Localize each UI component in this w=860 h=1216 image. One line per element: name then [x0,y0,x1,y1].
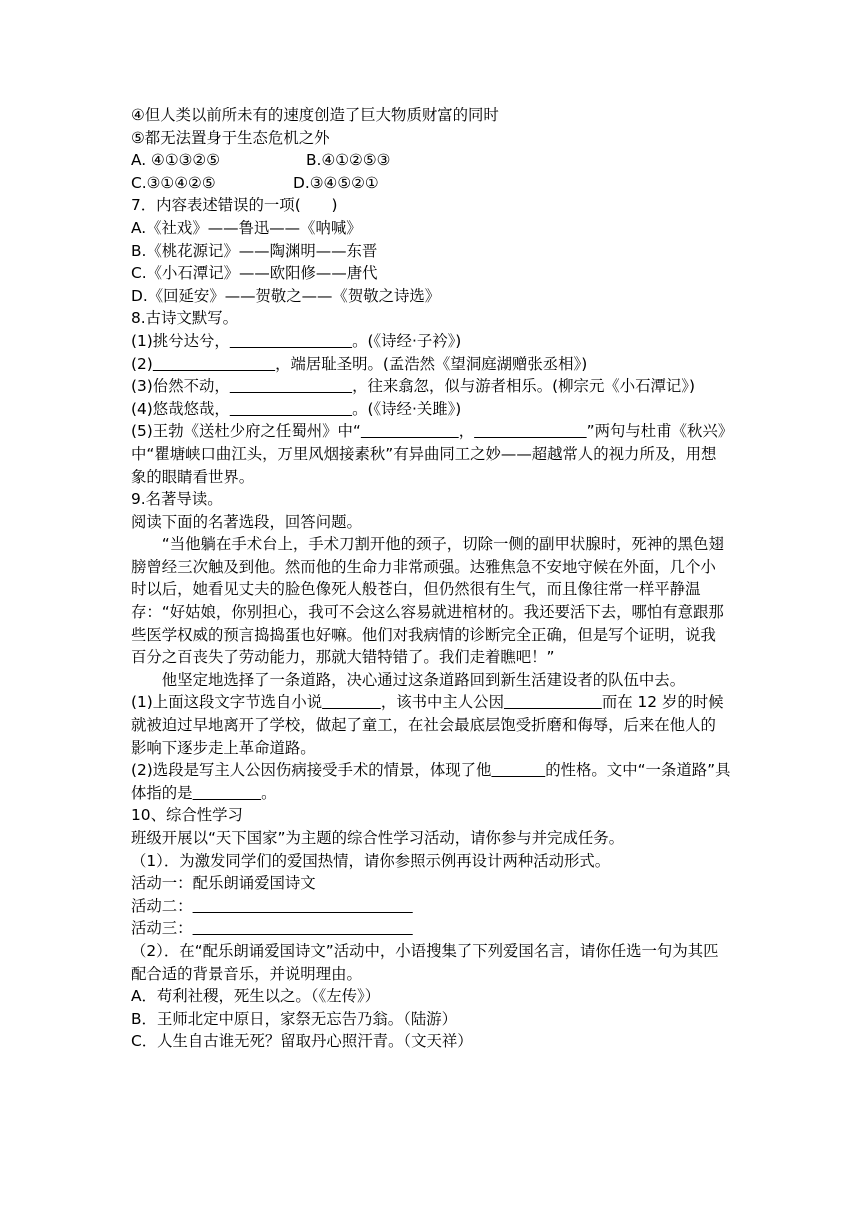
answer-blank[interactable] [230,332,352,350]
q8-item-4 [131,398,731,421]
q9-q2-text: (2)选段是写主人公因伤病接受手术的情景，体现了他 [131,761,492,780]
answer-blank[interactable] [474,422,587,440]
answer-blank[interactable] [361,422,459,440]
q6-option-c: C.③①④②⑤ [131,173,216,192]
q8-item-4-source: 。(《诗经·关雎》) [352,399,462,418]
q9-question-1 [131,691,731,759]
answer-blank[interactable] [193,919,413,937]
q8-item-1-text: (1)挑兮达兮， [131,331,230,350]
q8-item-2-num: (2) [131,354,153,373]
answer-blank[interactable] [322,693,381,711]
q9-passage-1: “当他躺在手术台上，手术刀割开他的颈子，切除一侧的副甲状腺时，死神的黑色翅膀曾经三次触及到他。然而他的生命力非常顽强。达雅焦急不安地守候在外面，几个小时以后，她看见丈夫的脸色像死人般苍白，但仍然很有生气，而且像往常一样平静温存：“好姑娘，你别担心，我可不会这么容易就进棺材的。我还要活下去，哪怕有意跟那些医学权威的预言捣捣蛋也好嘛。他们对我病情的诊断完全正确，但是写个证明，说我百分之百丧失了劳动能力，那就大错特错了。我们走着瞧吧！” [131,535,724,667]
q8-item-1 [131,330,731,353]
q10-quote-c: C．人生自古谁无死？留取丹心照汗青。（文天祥） [131,1032,473,1051]
q10-activity-2 [131,895,731,918]
answer-blank[interactable] [504,693,602,711]
q9-passage-2: 他坚定地选择了一条道路，决心通过这条道路回到新生活建设者的队伍中去。 [161,670,686,689]
q7-option-c: C.《小石潭记》——欧阳修——唐代 [131,264,378,283]
answer-blank[interactable] [230,377,352,395]
q9-q1-rest: 而在 12 岁的时候就被迫过早地离开了学校，做起了童工，在社会最底层饱受折磨和侮辱，后来在他人的影响下逐步走上革命道路。 [131,693,724,757]
sentence-4: ④但人类以前所未有的速度创造了巨大物质财富的同时 [131,106,499,124]
q8-item-5-comma: ， [458,422,475,441]
q8-item-5-rest: ”两句与杜甫《秋兴》中“瞿塘峡口曲江头，万里风烟接素秋”有异曲同工之妙——超越常人的视力所及，用想象的眼睛看世界。 [131,422,726,486]
q9-intro: 阅读下面的名著选段，回答问题。 [131,512,362,531]
q7-option-b: B.《桃花源记》——陶渊明——东晋 [131,241,378,260]
q6-option-d: D.③④⑤②① [293,173,379,192]
q9-q1-mid: ，该书中主人公因 [380,693,504,712]
answer-blank[interactable] [230,400,352,418]
answer-blank[interactable] [153,355,275,373]
q7-option-d: D.《回延安》——贺敬之——《贺敬之诗选》 [131,286,441,305]
answer-blank[interactable] [491,761,545,779]
q8-item-4-text: (4)悠哉悠哉， [131,399,230,418]
answer-blank[interactable] [193,897,413,915]
q9-q2-mid: 的性格。文中“一条道路”具体指的是 [131,761,731,802]
q8-item-5-text: (5)王勃《送杜少府之任蜀州》中“ [131,422,361,441]
q8-item-5 [131,420,731,488]
q8-item-3-rest: ，往来翕忽，似与游者相乐。(柳宗元《小石潭记》) [352,377,695,396]
q8-item-2 [131,353,731,376]
q10-quote-a: A．苟利社稷，死生以之。（《左传》） [131,987,381,1006]
q10-activity-2-label: 活动二： [131,896,193,915]
q8-title: 8.古诗文默写。 [131,309,239,328]
sentence-5: ⑤都无法置身于生态危机之外 [131,128,330,147]
q10-title: 10、综合性学习 [131,806,243,825]
document-page [131,104,731,1053]
q10-activity-3-label: 活动三： [131,919,193,938]
q10-activity-3 [131,917,731,940]
q6-option-b: B.④①②⑤③ [306,151,391,170]
q10-activity-1: 活动一：配乐朗诵爱国诗文 [131,874,316,893]
q10-task-2: （2）．在“配乐朗诵爱国诗文”活动中，小语搜集了下列爱国名言，请你任选一句为其匹配合适的背景音乐，并说明理由。 [131,941,719,983]
answer-blank[interactable] [193,784,262,802]
q8-item-2-text: ，端居耻圣明。(孟浩然《望洞庭湖赠张丞相》) [275,354,588,373]
q6-option-a: A. ④①③②⑤ [131,151,221,170]
q8-item-3 [131,375,731,398]
q6-options-row-2 [131,172,731,195]
q10-quote-b: B．王师北定中原日，家祭无忘告乃翁。（陆游） [131,1009,458,1028]
q10-task-1: （1）．为激发同学们的爱国热情，请你参照示例再设计两种活动形式。 [131,851,611,870]
q10-intro: 班级开展以“天下国家”为主题的综合性学习活动，请你参与并完成任务。 [131,829,625,847]
q9-q1-text: (1)上面这段文字节选自小说 [131,693,323,712]
q8-item-3-text: (3)佁然不动， [131,377,230,396]
q9-question-2 [131,759,731,804]
q8-item-1-source: 。(《诗经·子衿》) [352,331,462,350]
q9-q2-end: 。 [261,783,277,802]
q7-option-a: A.《社戏》——鲁迅——《呐喊》 [131,218,362,237]
q9-title: 9.名著导读。 [131,490,223,509]
q6-options-row-1 [131,149,731,172]
q7-stem: 7．内容表述错误的一项( ) [131,196,338,215]
